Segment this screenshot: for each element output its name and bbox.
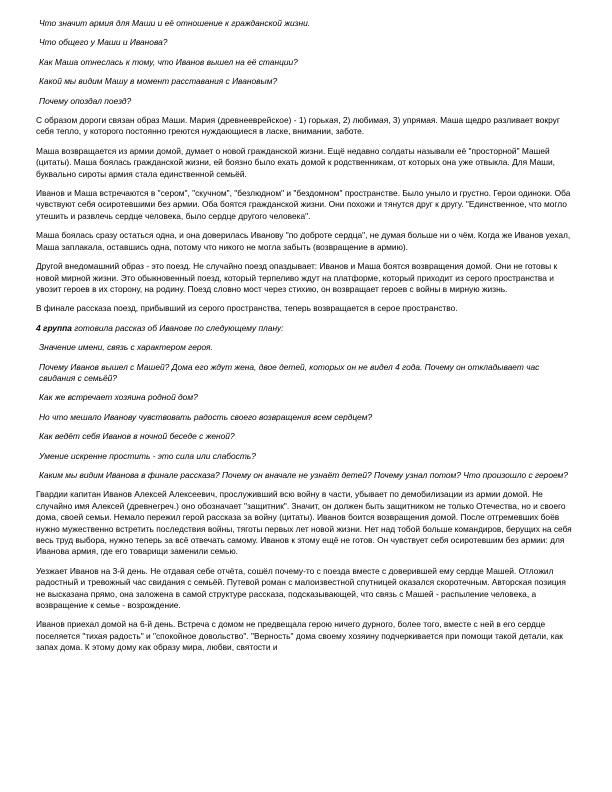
- group4-label: 4 группа: [36, 322, 72, 333]
- document-page: [36, 18, 576, 662]
- question-5: Почему опоздал поезд?: [39, 95, 132, 106]
- question-2: Что общего у Маши и Иванова?: [39, 37, 168, 48]
- question-3: Как Маша отнеслась к тому, что Иванов вышел на её станции?: [39, 56, 298, 67]
- plan-item-7: Каким мы видим Иванова в финале рассказа? Почему он вначале не узнаёт детей? Почему узнал потом? Что произошло с героем?: [39, 469, 568, 480]
- paragraph-ivanov-leaves: Уезжает Иванов на 3-й день. Не отдавая себе отчёта, сошёл почему-то с поезда вместе с доверившей ему сердце Машей. Отложил радостный и тревожный час свидания с семьёй. Путевой роман с малоизвестной спутницей оказался скоротечным. Авторская позиция не высказана прямо, она заложена в самой структуре рассказа, подсказывающей, что связь с Машей - распыление человека, а возвращение к семье - возрождение.: [36, 565, 566, 611]
- question-4: Какой мы видим Машу в момент расставания с Ивановым?: [39, 76, 278, 87]
- group4-heading: [36, 323, 576, 334]
- paragraph-ivanov-home: Иванов приехал домой на 6-й день. Встреча с домом не предвещала герою ничего дурного, более того, вместе с ней в его сердце поселяется "тихая радость" и "спокойное довольство". "Верность" дома своему хозяину подчеркивается при помощи такой детали, как запах дома. К этому дому как образу мира, любви, святости и: [36, 619, 563, 653]
- paragraph-meeting: Иванов и Маша встречаются в "сером", "скучном", "безлюдном" и "бездомном" пространстве. Было уныло и грустно. Герои одиноки. Оба чувствуют себя осиротевшими без армии. Оба боятся гражданской жизни. Они похожи и тянутся друг к другу. "Единственное, что могло утешить и развлечь сердце человека, было сердце другого человека".: [36, 188, 571, 221]
- group4-text: готовила рассказ об Иванове по следующему плану:: [71, 322, 284, 333]
- paragraph-ivanov-name: Гвардии капитан Иванов Алексей Алексеевич, прослуживший всю войну в части, убывает по демобилизации из армии домой. Не случайно имя Алексей (древнегреч.) оно обозначает "защитник". Значит, он должен быть защитником не только Отечества, но и своего дома, своей семьи. Немало пережил герой рассказа за войну (цитаты). Иванов боится возвращения домой. После отгремевших боёв нужно мужественно встретить последствия войны, тяготы первых лет новой жизни. Нет над тобой больше командиров, берущих на себя весь труд выбора, нужно теперь за всё отвечать самому. Иванов к этому ещё не готов. Он чувствует себя осиротевшим без армии: для Иванова армия, где его товарищи заменили семью.: [36, 489, 572, 557]
- paragraph-masha-return: Маша возвращается из армии домой, думает о новой гражданской жизни. Ещё недавно солдаты называли её "просторной" Машей (цитаты). Маша боялась гражданской жизни, ей боязно было ехать домой к родственникам, от которых она уже отвыкла. Для Маши, буквально сироты армия стала единственной семьёй.: [36, 145, 555, 179]
- plan-item-2: Почему Иванов вышел с Машей? Дома его ждут жена, двое детей, которых он не видел 4 года. Почему он откладывает час свидания с семьёй?: [39, 361, 540, 383]
- plan-item-4: Но что мешало Иванову чувствовать радость своего возвращения всем сердцем?: [39, 411, 373, 422]
- paragraph-finale-train: В финале рассказа поезд, прибывший из серого пространства, теперь возвращается в серое пространство.: [36, 303, 458, 314]
- question-1: Что значит армия для Маши и её отношение к гражданской жизни.: [39, 18, 311, 28]
- paragraph-train: Другой внедомашний образ - это поезд. Не случайно поезд опаздывает: Иванов и Маша боятся возвращения домой. Они не готовы к новой мирной жизни. Это обыкновенный поезд, который терпеливо ждут на платформе, который приходит из серого пространства и увозит героев в их сторону, на родину. Поезд словно мост через стихию, он возвращает героев с войны в мирную жизнь.: [36, 261, 558, 294]
- plan-item-5: Как ведёт себя Иванов в ночной беседе с женой?: [39, 431, 235, 442]
- plan-item-3: Как же встречает хозяина родной дом?: [39, 392, 198, 403]
- paragraph-masha-trust: Маша боялась сразу остаться одна, и она доверилась Иванову "по доброте сердца", не думая больше ни о чём. Когда же Иванов уехал, Маша заплакала, оставшись одна, потому что никого не могла забыть (возвращение в армию).: [36, 230, 571, 252]
- plan-item-1: Значение имени, связь с характером героя.: [39, 342, 213, 353]
- paragraph-masha-image: С образом дороги связан образ Маши. Мария (древнееврейское) - 1) горькая, 2) любимая, 3) упрямая. Маша щедро разливает вокруг себя тепло, у которого постоянно греются нуждающиеся в ласке, внимании, заботе.: [36, 115, 560, 137]
- plan-item-6: Умение искренне простить - это сила или слабость?: [39, 450, 256, 461]
